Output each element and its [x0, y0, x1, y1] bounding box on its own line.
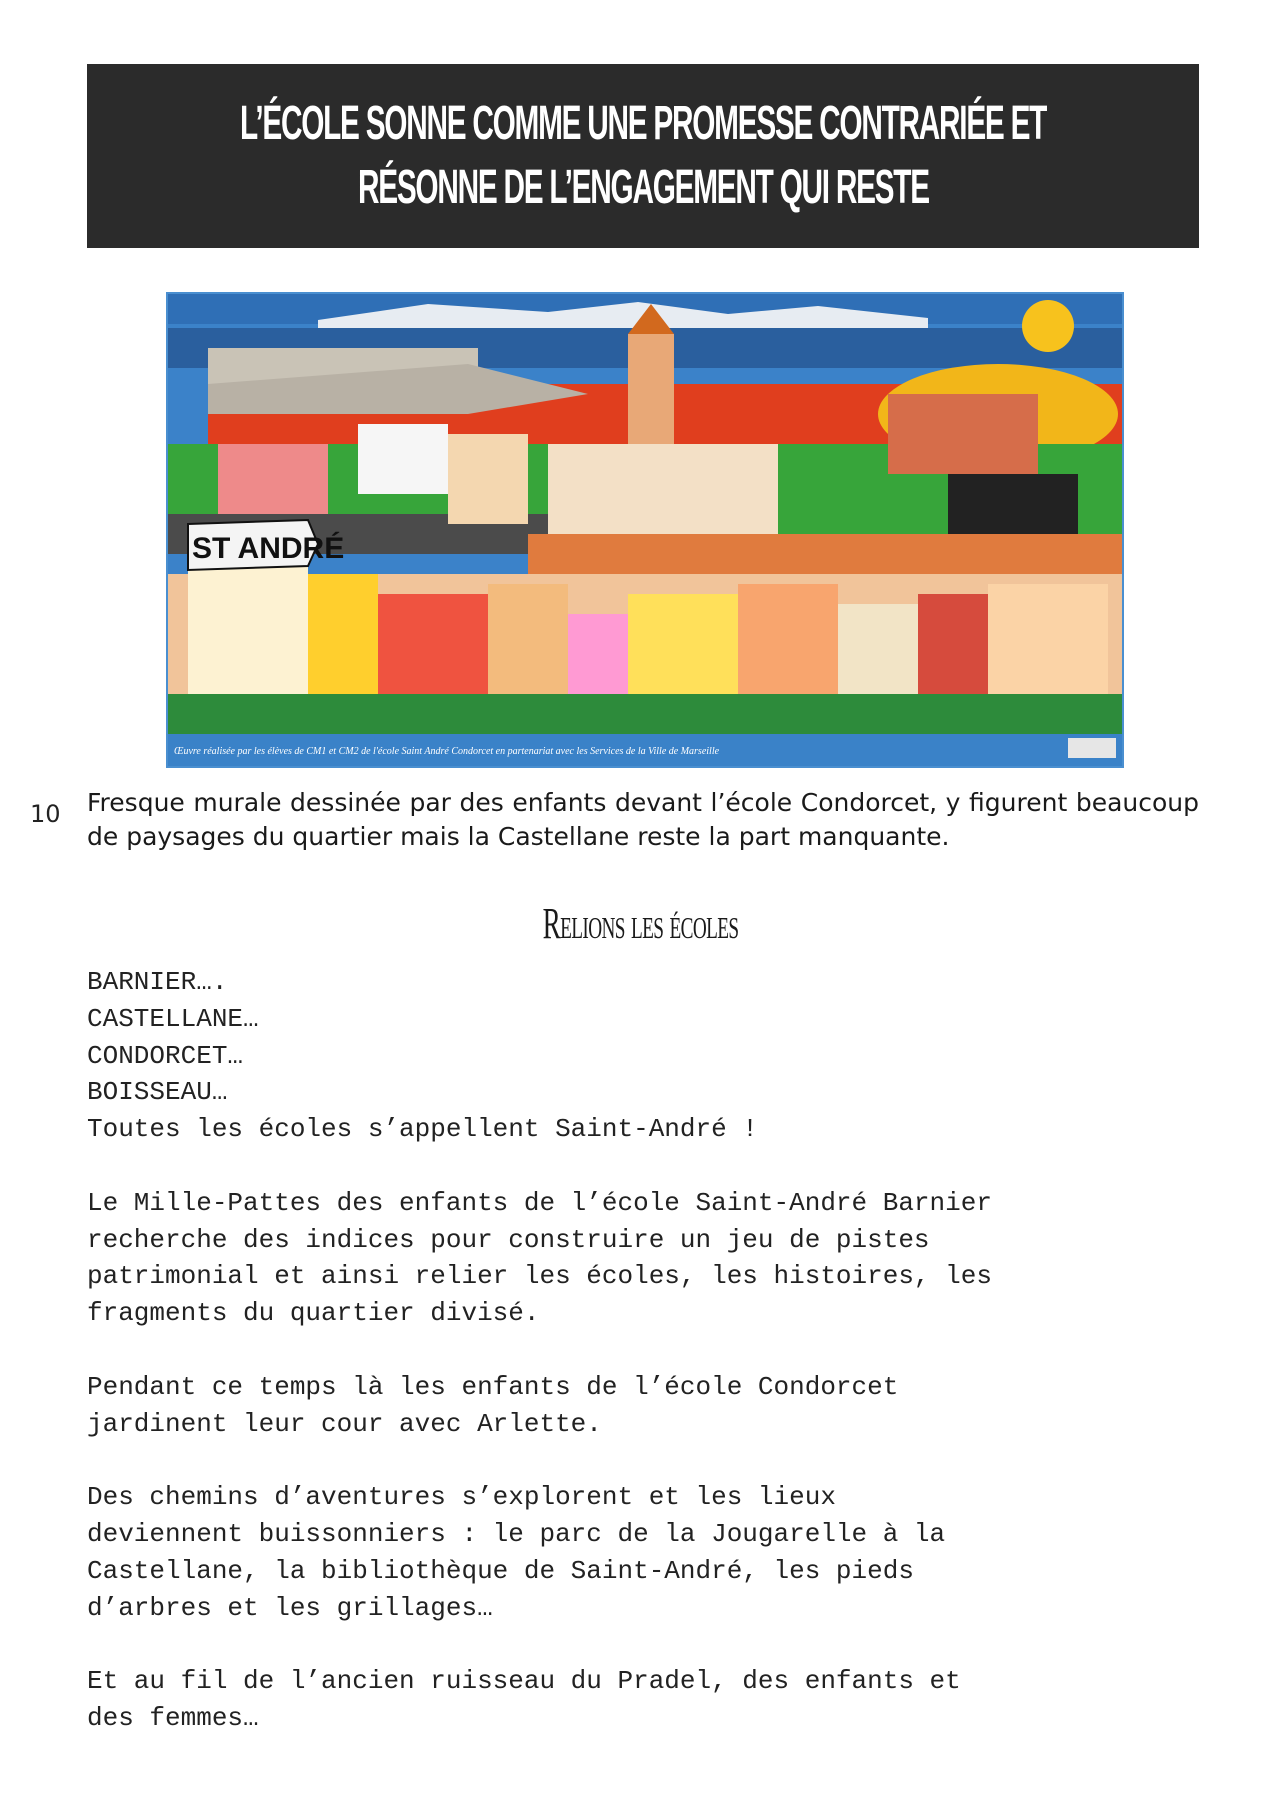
- title-banner: [87, 64, 1199, 248]
- banner-title-line-1: L’ÉCOLE SONNE COMME UNE PROMESSE CONTRARIÉE ET: [239, 97, 1047, 150]
- page-number: 10: [30, 800, 61, 828]
- school-line: CONDORCET…: [87, 1040, 244, 1071]
- school-line: CASTELLANE…: [87, 1003, 259, 1034]
- mural-credit-text: Œuvre réalisée par les élèves de CM1 et CM2 de l'école Saint André Condorcet en partenariat avec les Services de la Ville de Marseille: [174, 746, 720, 757]
- paragraph-gap: [87, 1148, 1199, 1185]
- paragraph-line: jardinent leur cour avec Arlette.: [87, 1408, 602, 1439]
- paragraph-line: Des chemins d’aventures s’explorent et les lieux: [87, 1482, 836, 1513]
- paragraph-gap: [87, 1332, 1199, 1369]
- paragraph-line: des femmes…: [87, 1702, 259, 1733]
- paragraph-line: fragments du quartier divisé.: [87, 1298, 540, 1329]
- image-caption: Fresque murale dessinée par des enfants devant l’école Condorcet, y figurent beaucoup de paysages du quartier mais la Castellane reste la part manquante.: [87, 788, 1199, 851]
- paragraph-line: deviennent buissonniers : le parc de la Jougarelle à la: [87, 1518, 946, 1549]
- mural-sign-text: ST ANDRÉ: [192, 532, 345, 565]
- paragraph-gap: [87, 1626, 1199, 1663]
- paragraph-line: recherche des indices pour construire un jeu de pistes: [87, 1224, 930, 1255]
- paragraph-line: Et au fil de l’ancien ruisseau du Pradel, des enfants et: [87, 1666, 961, 1697]
- body-text: [87, 964, 1199, 1737]
- paragraph-line: Castellane, la bibliothèque de Saint-André, les pieds: [87, 1555, 914, 1586]
- paragraph-line: patrimonial et ainsi relier les écoles, les histoires, les: [87, 1261, 992, 1292]
- section-title: Relions les écoles: [542, 899, 739, 948]
- sun-icon: [1022, 300, 1074, 352]
- mural-photo: [166, 292, 1124, 768]
- paragraph-line: Le Mille-Pattes des enfants de l’école Saint-André Barnier: [87, 1187, 992, 1218]
- paragraph-line: d’arbres et les grillages…: [87, 1592, 493, 1623]
- mural-illustration: [168, 294, 1122, 766]
- schools-summary: Toutes les écoles s’appellent Saint-André !: [87, 1114, 758, 1145]
- city-logo: [1068, 738, 1116, 758]
- school-line: BOISSEAU…: [87, 1077, 228, 1108]
- banner-title-line-2: RÉSONNE DE L’ENGAGEMENT QUI RESTE: [357, 161, 929, 214]
- school-line: BARNIER….: [87, 967, 228, 997]
- paragraph-line: Pendant ce temps là les enfants de l’école Condorcet: [87, 1371, 899, 1402]
- paragraph-gap: [87, 1442, 1199, 1479]
